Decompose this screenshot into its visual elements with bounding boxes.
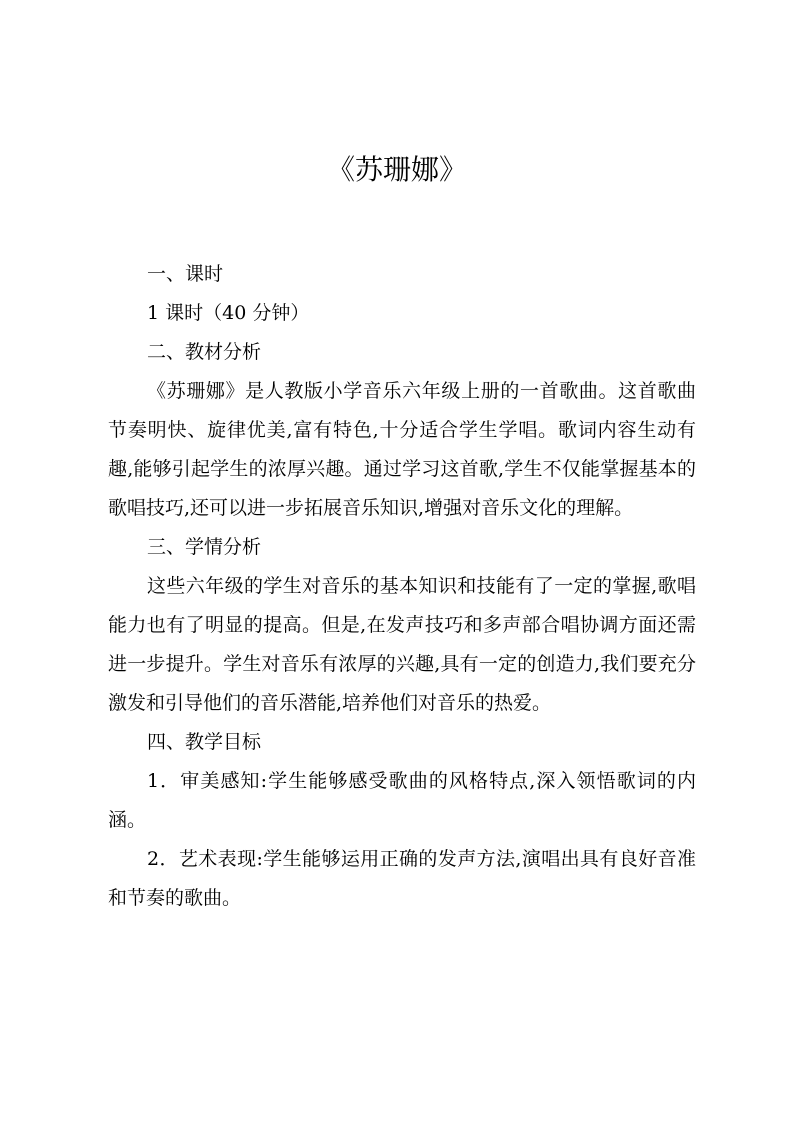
section-heading-class-hours: 一、课时	[147, 263, 224, 285]
section-heading-teaching-goals: 四、教学目标	[147, 731, 262, 753]
student-analysis-paragraph: 这些六年级的学生对音乐的基本知识和技能有了一定的掌握,歌唱能力也有了明显的提高。但是,在发声技巧和多声部合唱协调方面还需进一步提升。学生对音乐有浓厚的兴趣,具有一定的创造力,我们要充分激发和引导他们的音乐潜能,培养他们对音乐的热爱。	[108, 575, 696, 714]
document-body	[108, 255, 696, 918]
material-analysis-paragraph: 《苏珊娜》是人教版小学音乐六年级上册的一首歌曲。这首歌曲节奏明快、旋律优美,富有特色,十分适合学生学唱。歌词内容生动有趣,能够引起学生的浓厚兴趣。通过学习这首歌,学生不仅能掌握基本的歌唱技巧,还可以进一步拓展音乐知识,增强对音乐文化的理解。	[108, 380, 696, 519]
class-hours-text: 1 课时（40 分钟）	[147, 302, 310, 324]
document-title: 《苏珊娜》	[326, 153, 467, 186]
section-heading-student-analysis: 三、学情分析	[147, 536, 262, 558]
teaching-goal-item: 2．艺术表现:学生能够运用正确的发声方法,演唱出具有良好音准和节奏的歌曲。	[108, 848, 696, 909]
section-heading-material-analysis: 二、教材分析	[147, 341, 262, 363]
teaching-goal-item: 1．审美感知:学生能够感受歌曲的风格特点,深入领悟歌词的内涵。	[108, 770, 696, 831]
